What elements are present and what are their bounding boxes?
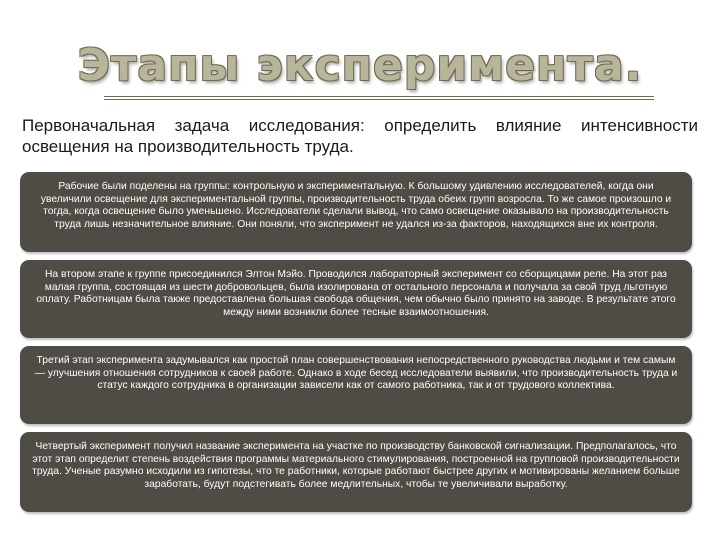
- stage-list: [20, 172, 692, 512]
- slide-title: Этапы эксперимента.: [77, 40, 643, 91]
- stage-card-4: Четвертый эксперимент получил название эксперимента на участке по производству банковской сигнализации. Предполагалось, что этот этап определит степень воздействия программы материального стимулирования, построенной на групповой производительности труда. Ученые разумно исходили из гипотезы, что те работники, которые работают быстрее других и мотивированы желанием больше заработать, будут подстегивать более медлительных, чтобы те увеличивали выработку.: [20, 432, 692, 512]
- stage-card-2: На втором этапе к группе присоединился Элтон Мэйо. Проводился лабораторный эксперимент со сборщицами реле. На этот раз малая группа, состоящая из шести добровольцев, была изолирована от остального персонала и получала за свой труд льготную оплату. Работницам была также предоставлена большая свобода общения, чем обычно было принято на заводе. В результате этого между ними возникли более тесные взаимоотношения.: [20, 260, 692, 338]
- stage-card-1: Рабочие были поделены на группы: контрольную и экспериментальную. К большому удивлению исследователей, когда они увеличили освещение для экспериментальной группы, производительность труда обеих групп возросла. То же самое произошло и тогда, когда освещение было уменьшено. Исследователи сделали вывод, что само освещение оказывало на производительность труда лишь незначительное влияние. Они поняли, что эксперимент не удался из-за факторов, находящихся вне их контроля.: [20, 172, 692, 252]
- intro-paragraph: Первоначальная задача исследования: определить влияние интенсивности освещения на производительность труда.: [22, 116, 698, 156]
- title-underline-second: [104, 99, 654, 100]
- title-underline: [104, 96, 654, 97]
- stage-card-3: Третий этап эксперимента задумывался как простой план совершенствования непосредственного руководства людьми и тем самым — улучшения отношения сотрудников к своей работе. Однако в ходе бесед исследователи выявили, что производительность труда и статус каждого сотрудника в организации зависели как от самого работника, так и от трудового коллектива.: [20, 346, 692, 424]
